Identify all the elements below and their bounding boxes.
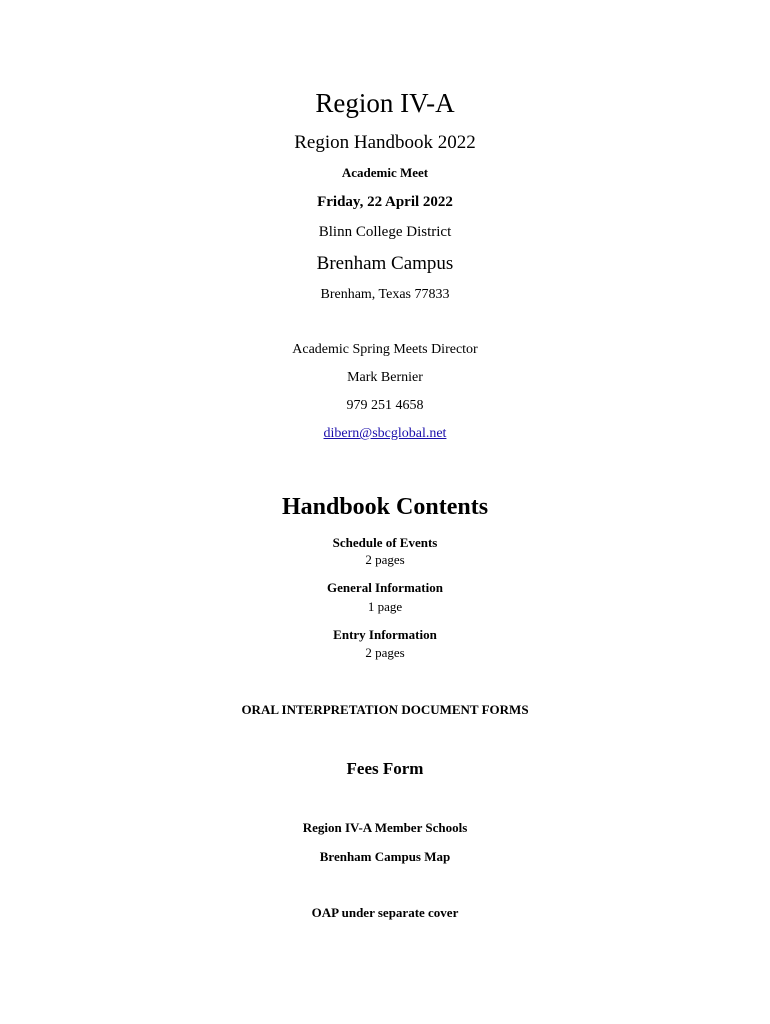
contents-item-title: Entry Information [333, 627, 437, 642]
member-schools: Region IV-A Member Schools [302, 820, 468, 835]
oap-note: OAP under separate cover [311, 905, 459, 920]
meet-date: Friday, 22 April 2022 [317, 194, 453, 210]
contents-item-pages: 2 pages [365, 552, 405, 567]
contents-item-title: Schedule of Events [332, 535, 438, 550]
campus-name: Brenham Campus [316, 253, 454, 274]
contents-item-pages: 2 pages [365, 645, 405, 660]
fees-form-heading: Fees Form [346, 759, 424, 778]
campus-map: Brenham Campus Map [319, 849, 451, 864]
region-title: Region IV-A [315, 88, 455, 118]
meet-name: Academic Meet [341, 165, 429, 180]
city-address: Brenham, Texas 77833 [320, 287, 450, 302]
director-role: Academic Spring Meets Director [292, 342, 478, 357]
district-name: Blinn College District [318, 224, 452, 240]
contents-item-title: General Information [327, 580, 443, 595]
oral-interpretation-forms: ORAL INTERPRETATION DOCUMENT FORMS [241, 702, 529, 717]
director-email-link[interactable]: dibern@sbcglobal.net [323, 426, 447, 441]
handbook-title: Region Handbook 2022 [294, 132, 476, 153]
director-email-row [0, 426, 770, 442]
contents-heading: Handbook Contents [281, 494, 489, 520]
contents-item-pages: 1 page [367, 599, 403, 614]
director-phone: 979 251 4658 [346, 398, 424, 413]
director-name: Mark Bernier [347, 370, 423, 385]
